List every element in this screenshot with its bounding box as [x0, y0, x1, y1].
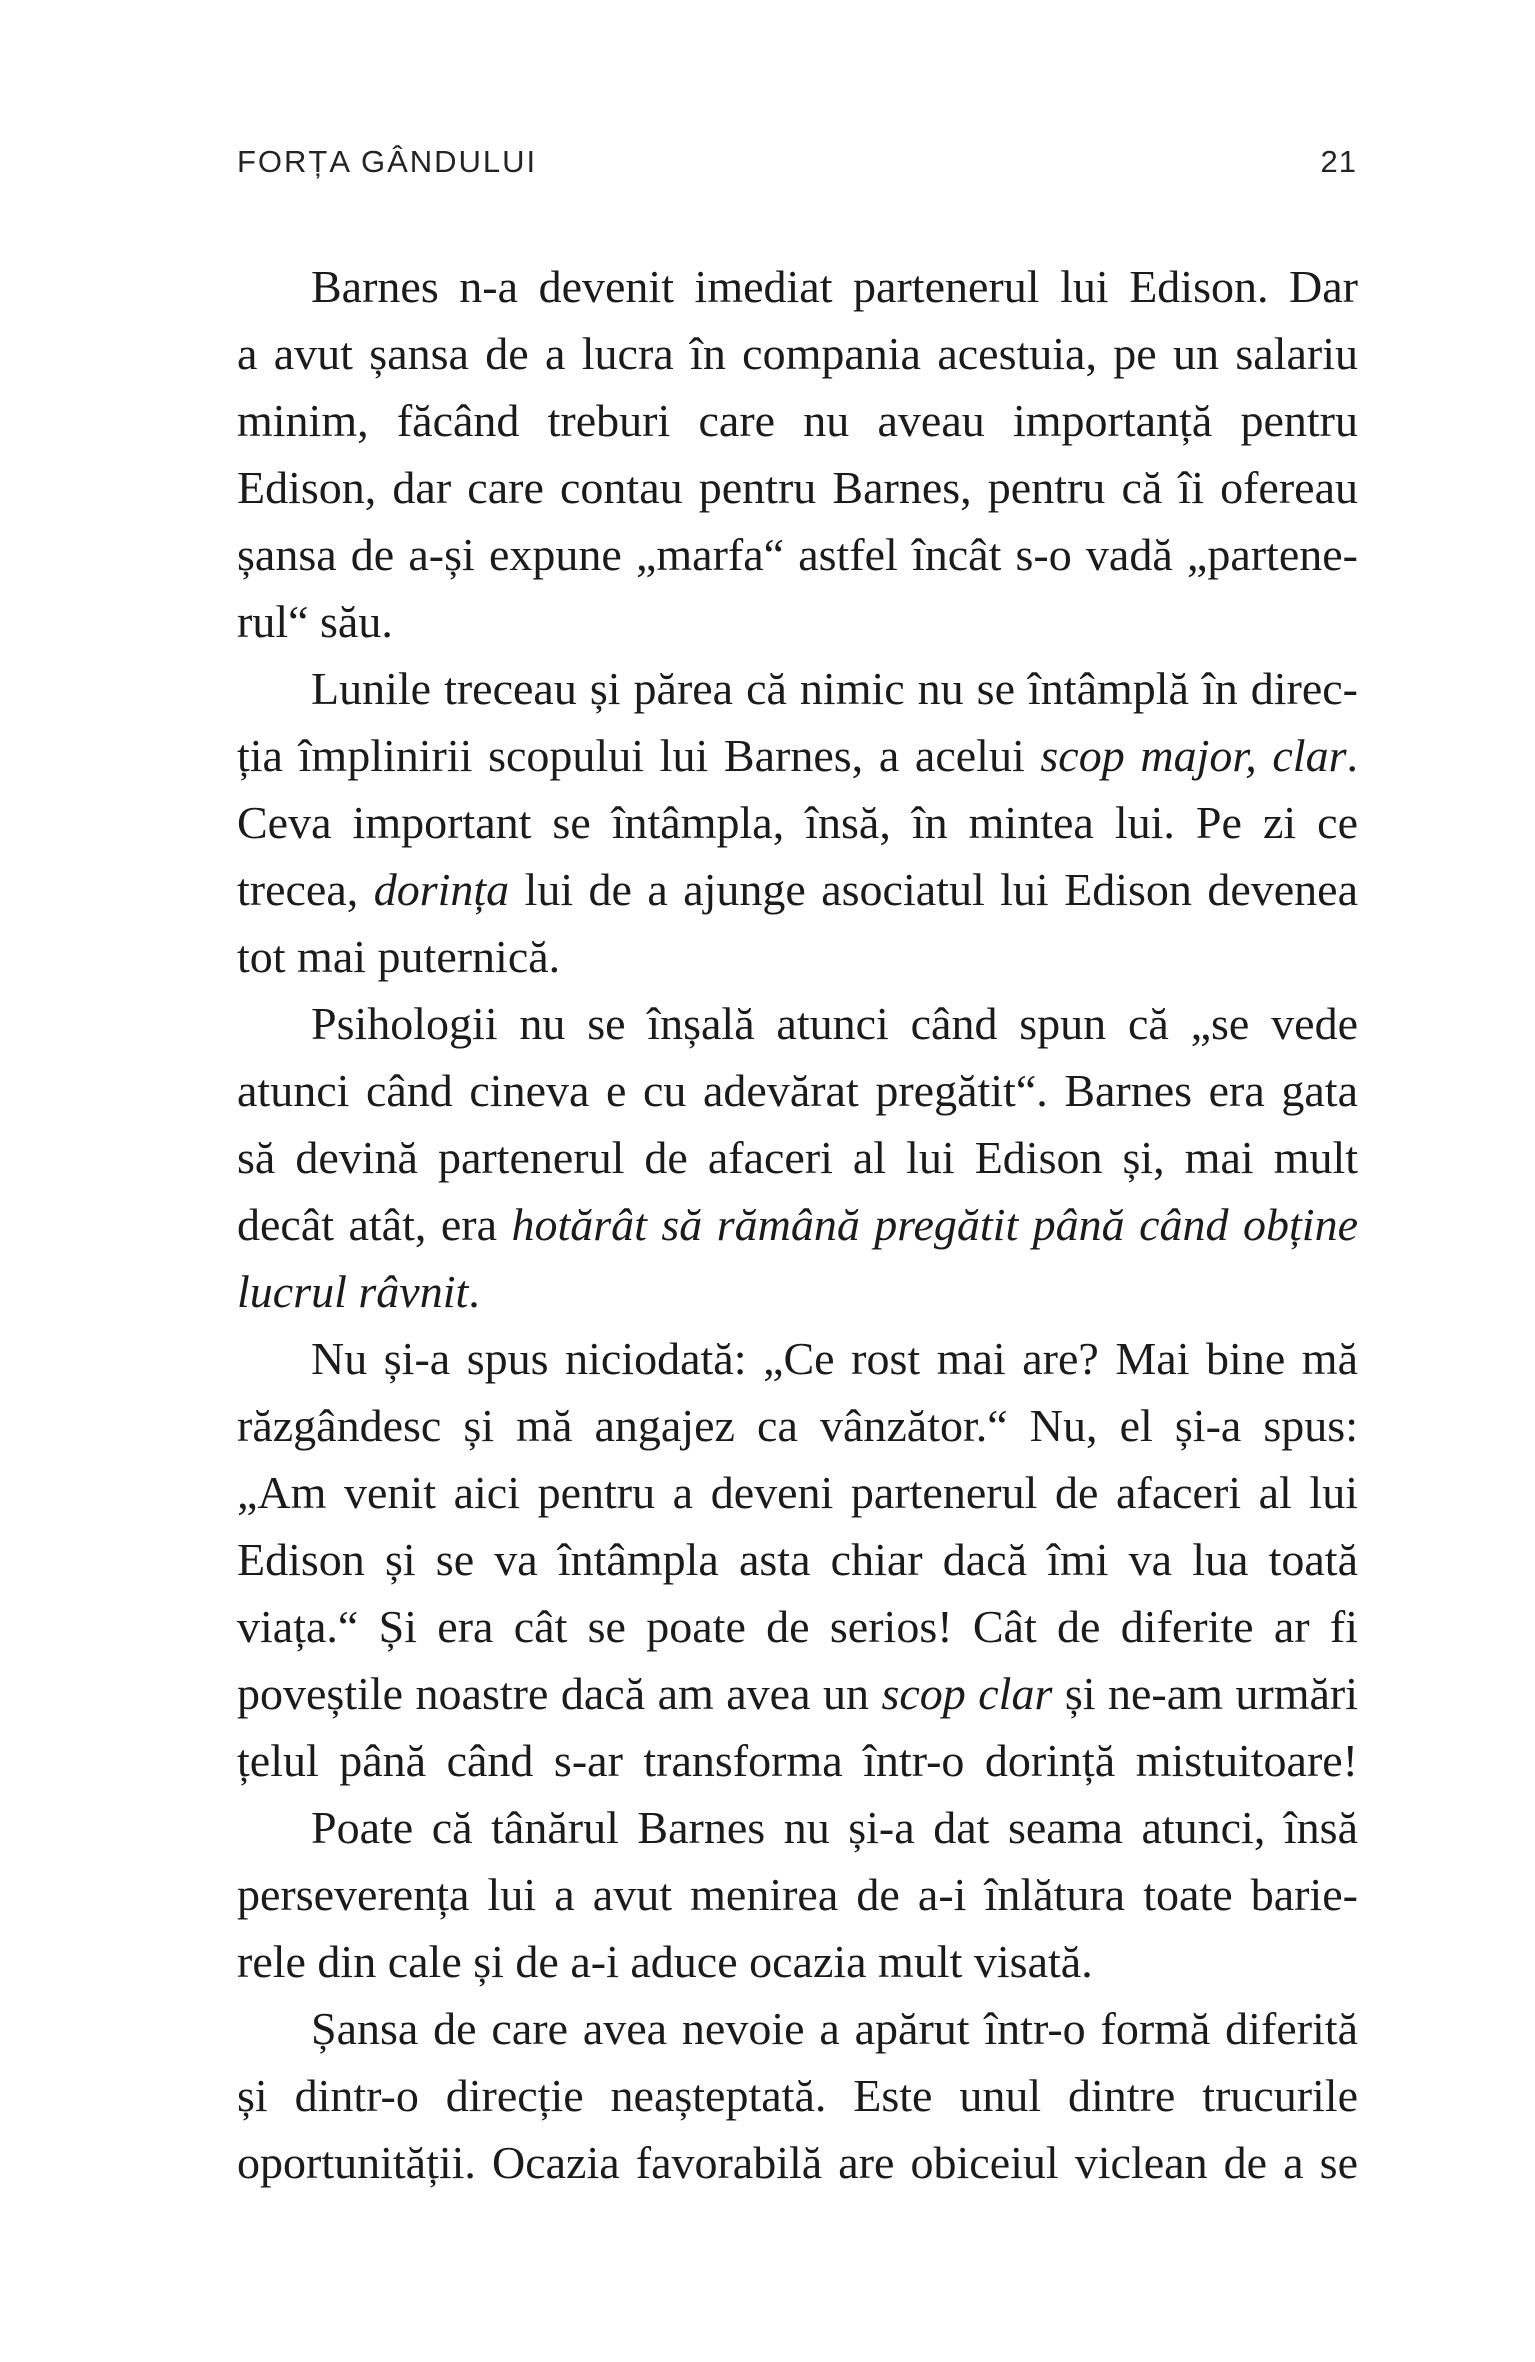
italic-text-segment: scop clar — [881, 1668, 1053, 1719]
text-segment: să devină partenerul de afaceri al lui Edison și, mai mult — [237, 1132, 1358, 1183]
text-segment: rul“ său. — [237, 596, 393, 647]
text-segment: trecea, — [237, 864, 374, 915]
text-segment: minim, făcând treburi care nu aveau importanță pentru — [237, 395, 1358, 446]
text-line — [237, 1124, 1358, 1191]
paragraph — [237, 1794, 1358, 1995]
text-segment: viața.“ Și era cât se poate de serios! Cât de diferite ar fi — [237, 1601, 1358, 1652]
text-line — [237, 789, 1358, 856]
italic-text-segment: lucrul râvnit — [237, 1266, 469, 1317]
text-segment: poveștile noastre dacă am avea un — [237, 1668, 882, 1719]
text-line — [237, 320, 1358, 387]
text-segment: Barnes n-a devenit imediat partenerul lui Edison. Dar — [311, 261, 1358, 312]
paragraph — [237, 1995, 1358, 2196]
text-line — [237, 1593, 1358, 1660]
text-segment: Ceva important se întâmpla, însă, în mintea lui. Pe zi ce — [237, 797, 1358, 848]
text-segment: țelul până când s-ar transforma într-o dorință mistuitoare! — [237, 1735, 1358, 1786]
running-header — [237, 146, 1357, 177]
italic-text-segment: dorința — [373, 864, 510, 915]
text-line — [237, 1727, 1358, 1794]
text-line — [237, 1526, 1358, 1593]
text-line — [237, 1794, 1358, 1861]
italic-text-segment: scop major, clar — [1040, 730, 1347, 781]
text-segment: „Am venit aici pentru a deveni partenerul de afaceri al lui — [237, 1467, 1358, 1518]
text-segment: . — [468, 1266, 480, 1317]
paragraph — [237, 655, 1358, 990]
text-segment: perseverența lui a avut menirea de a-i înlătura toate barie- — [237, 1869, 1358, 1920]
text-line — [237, 521, 1358, 588]
text-line — [237, 2129, 1358, 2196]
text-segment: și ne-am urmări — [1052, 1668, 1358, 1719]
text-line — [237, 1459, 1358, 1526]
text-line — [237, 655, 1358, 722]
text-line — [237, 1057, 1358, 1124]
paragraph — [237, 253, 1358, 655]
text-line — [237, 1325, 1358, 1392]
italic-text-segment: hotărât să rămână pregătit până când obține — [511, 1199, 1358, 1250]
text-segment: ția împlinirii scopului lui Barnes, a acelui — [237, 730, 1041, 781]
text-line — [237, 1258, 1358, 1325]
text-line — [237, 387, 1358, 454]
text-line — [237, 856, 1358, 923]
text-line — [237, 923, 1358, 990]
text-segment: Psihologii nu se înșală atunci când spun că „se vede — [311, 998, 1358, 1049]
text-line — [237, 2062, 1358, 2129]
text-segment: . — [1346, 730, 1358, 781]
text-segment: rele din cale și de a-i aduce ocazia mult visată. — [237, 1936, 1093, 1987]
text-segment: Edison, dar care contau pentru Barnes, pentru că îi ofereau — [237, 462, 1358, 513]
text-segment: și dintr-o direcție neașteptată. Este unul dintre trucurile — [237, 2070, 1358, 2121]
paragraph — [237, 1325, 1358, 1794]
page-number: 21 — [1320, 144, 1357, 179]
text-segment: a avut șansa de a lucra în compania acestuia, pe un salariu — [237, 328, 1358, 379]
text-line — [237, 454, 1358, 521]
text-line — [237, 990, 1358, 1057]
text-segment: lui de a ajunge asociatul lui Edison devenea — [509, 864, 1358, 915]
text-segment: decât atât, era — [237, 1199, 512, 1250]
text-segment: Edison și se va întâmpla asta chiar dacă îmi va lua toată — [237, 1534, 1358, 1585]
text-line — [237, 1392, 1358, 1459]
text-segment: atunci când cineva e cu adevărat pregătit“. Barnes era gata — [237, 1065, 1358, 1116]
text-segment: șansa de a-și expune „marfa“ astfel încât s-o vadă „partene- — [237, 529, 1358, 580]
text-segment: Șansa de care avea nevoie a apărut într-o formă diferită — [311, 2003, 1358, 2054]
text-line — [237, 1660, 1358, 1727]
running-title: FORȚA GÂNDULUI — [237, 144, 538, 179]
text-line — [237, 722, 1358, 789]
text-segment: Nu și-a spus niciodată: „Ce rost mai are? Mai bine mă — [311, 1333, 1358, 1384]
paragraph — [237, 990, 1358, 1325]
text-segment: răzgândesc și mă angajez ca vânzător.“ Nu, el și-a spus: — [237, 1400, 1358, 1451]
text-segment: oportunității. Ocazia favorabilă are obiceiul viclean de a se — [237, 2137, 1358, 2188]
text-line — [237, 1861, 1358, 1928]
text-segment: Lunile treceau și părea că nimic nu se întâmplă în direc- — [311, 663, 1358, 714]
text-line — [237, 1995, 1358, 2062]
text-block — [237, 253, 1358, 2196]
text-segment: Poate că tânărul Barnes nu și-a dat seama atunci, însă — [311, 1802, 1358, 1853]
text-line — [237, 588, 1358, 655]
text-line — [237, 1928, 1358, 1995]
text-line — [237, 1191, 1358, 1258]
text-segment: tot mai puternică. — [237, 931, 561, 982]
text-line — [237, 253, 1358, 320]
